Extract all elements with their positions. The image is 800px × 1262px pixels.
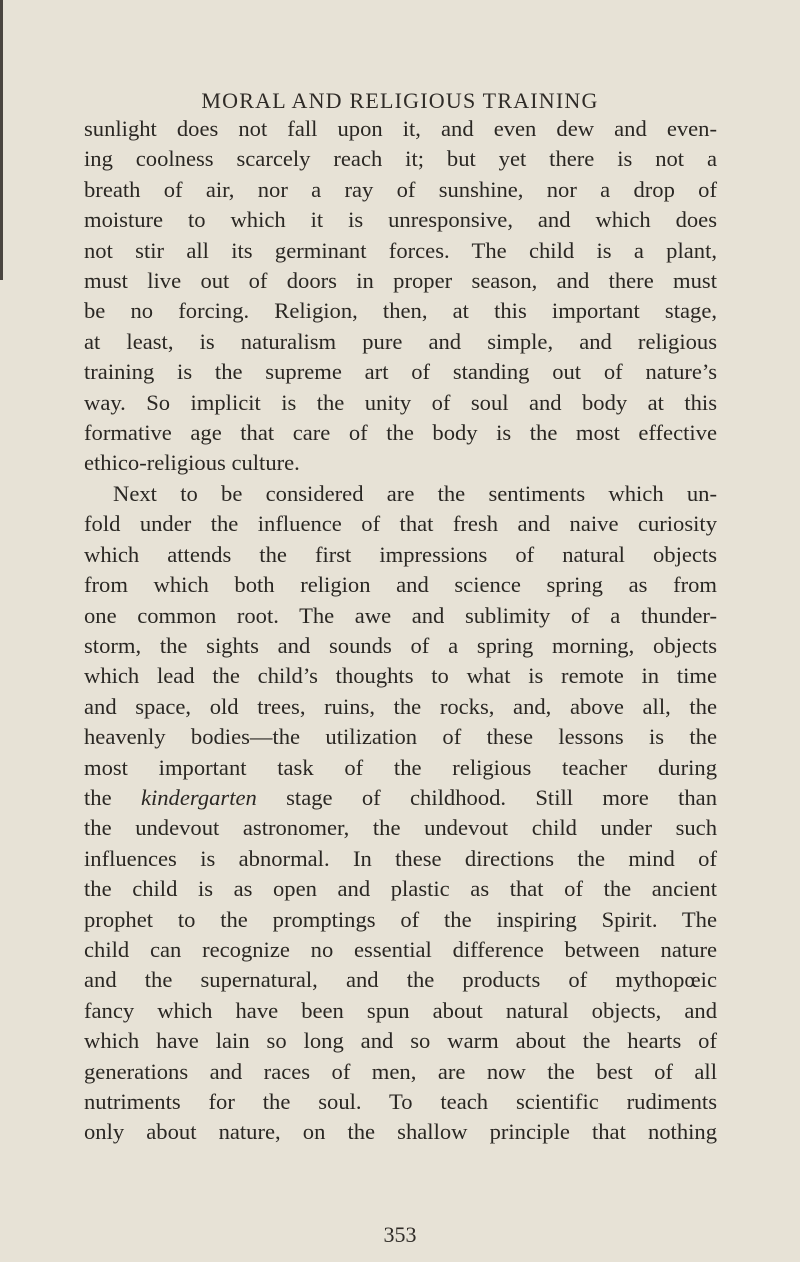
text-line: one common root. The awe and sublimity of a thunder- — [84, 602, 717, 628]
text-line: and space, old trees, ruins, the rocks, and, above all, the — [84, 693, 717, 719]
text-line: nutriments for the soul. To teach scientific rudiments — [84, 1089, 717, 1114]
text-line-with-italic — [84, 783, 717, 813]
paragraph-2 — [84, 479, 717, 1148]
text-line: the child is as open and plastic as that of the ancient — [84, 876, 717, 902]
text-line: not stir all its germinant forces. The child is a plant, — [84, 237, 717, 263]
text-line: which lead the child’s thoughts to what is remote in time — [84, 663, 717, 689]
text-line: only about nature, on the shallow principle that nothing — [84, 1119, 717, 1145]
body-text — [84, 114, 717, 1148]
text-line: moisture to which it is unresponsive, and which does — [84, 207, 717, 233]
page-edge — [0, 0, 3, 280]
text-line: must live out of doors in proper season, and there must — [84, 268, 717, 294]
italic-term: kindergarten — [140, 784, 257, 810]
text-line: fancy which have been spun about natural objects, and — [84, 997, 717, 1023]
text-line: generations and races of men, are now the best of all — [84, 1058, 717, 1084]
text-span: stage of childhood. Still more than — [256, 784, 717, 810]
text-line: ethico-religious culture. — [84, 450, 300, 476]
text-line: way. So implicit is the unity of soul and body at this — [84, 389, 717, 415]
text-line: training is the supreme art of standing out of nature’s — [84, 359, 717, 385]
text-line: most important task of the religious teacher during — [84, 754, 717, 780]
text-line: fold under the influence of that fresh and naive curiosity — [84, 511, 717, 537]
text-line: heavenly bodies—the utilization of these lessons is the — [84, 724, 717, 750]
text-line: ing coolness scarcely reach it; but yet there is not a — [84, 146, 717, 172]
paragraph-1 — [84, 114, 717, 479]
text-line: child can recognize no essential difference between nature — [84, 936, 717, 962]
text-line: influences is abnormal. In these directions the mind of — [84, 845, 717, 871]
text-line: be no forcing. Religion, then, at this important stage, — [84, 298, 717, 324]
text-line: sunlight does not fall upon it, and even dew and even- — [84, 116, 717, 141]
text-line: breath of air, nor a ray of sunshine, nor a drop of — [84, 176, 717, 202]
text-line: the undevout astronomer, the undevout child under such — [84, 815, 717, 841]
text-line: at least, is naturalism pure and simple, and religious — [84, 328, 717, 354]
text-line: formative age that care of the body is the most effective — [84, 420, 717, 446]
text-line: which attends the first impressions of natural objects — [84, 541, 717, 567]
text-line: storm, the sights and sounds of a spring morning, objects — [84, 632, 717, 658]
running-head: MORAL AND RELIGIOUS TRAINING — [201, 88, 599, 113]
text-line: from which both religion and science spring as from — [84, 572, 717, 598]
page-number: 353 — [383, 1222, 417, 1247]
text-line: and the supernatural, and the products of mythopœic — [84, 967, 717, 993]
text-line: Next to be considered are the sentiments which un- — [113, 480, 717, 506]
text-line: which have lain so long and so warm about the hearts of — [84, 1028, 717, 1054]
text-span: the — [84, 784, 141, 810]
text-line: prophet to the promptings of the inspiring Spirit. The — [84, 906, 717, 932]
